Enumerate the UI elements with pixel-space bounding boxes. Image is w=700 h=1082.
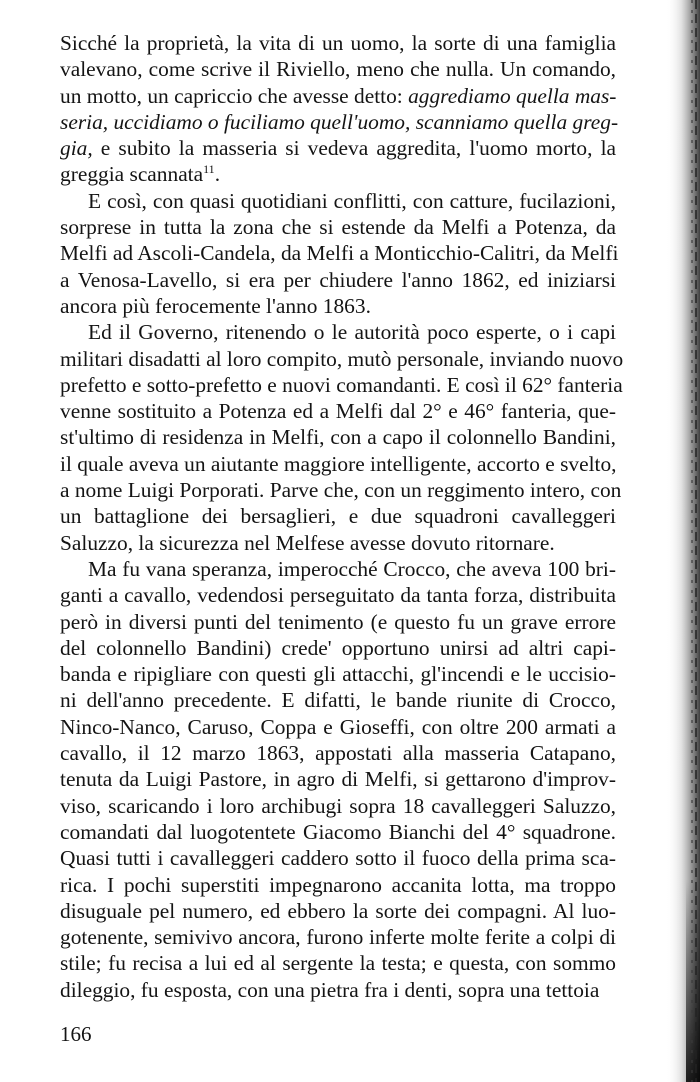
text-line — [60, 346, 624, 372]
text-run: sorprese in tutta la zona che si estende da Melfi a Potenza, da — [60, 215, 616, 240]
text-run: il quale aveva un aiutante maggiore intelligente, accorto e svelto, — [60, 451, 617, 476]
text-line — [60, 793, 616, 819]
text-line — [60, 898, 616, 924]
text-line — [60, 161, 616, 187]
text-line — [60, 819, 616, 845]
text-run: Ed il Governo, ritenendo o le autorità poco esperte, o i capi — [88, 320, 616, 345]
binding-edge-shadow — [666, 0, 700, 1082]
text-line — [60, 766, 616, 792]
text-run: però in diversi punti del tenimento (e questo fu un grave errore — [60, 609, 616, 634]
text-line — [60, 556, 616, 582]
text-run: valevano, come scrive il Riviello, meno che nulla. Un comando, — [60, 57, 616, 82]
text-run: Melfi ad Ascoli-Candela, da Melfi a Monticchio-Calitri, da Melfi — [60, 241, 619, 266]
text-run: st'ultimo di residenza in Melfi, con a capo il colonnello Bandini, — [60, 425, 616, 450]
text-line — [60, 214, 616, 240]
text-line — [60, 740, 616, 766]
text-line — [60, 319, 616, 345]
text-line — [60, 293, 616, 319]
text-line — [60, 267, 616, 293]
page-body — [60, 30, 624, 1003]
text-line — [60, 135, 616, 161]
text-run: venne sostituito a Potenza ed a Melfi dal 2° e 46° fanteria, que- — [60, 399, 616, 424]
text-run: ni dell'anno precedente. E difatti, le bande riunite di Crocco, — [60, 688, 616, 713]
text-line — [60, 977, 616, 1003]
paragraph — [60, 319, 624, 556]
text-run: un motto, un capriccio che avesse detto: — [60, 83, 409, 108]
text-run: dileggio, fu esposta, con una pietra fra i denti, sopra una tettoia — [60, 977, 600, 1002]
text-line — [60, 661, 616, 687]
paragraph — [60, 188, 619, 319]
text-run: E così, con quasi quotidiani conflitti, con catture, fucilazioni, — [88, 188, 616, 213]
text-run: seria, uccidiamo o fuciliamo quell'uomo, scanniamo quella greg- — [60, 109, 619, 134]
footnote-marker: 11 — [203, 162, 215, 177]
text-line — [60, 240, 619, 266]
text-run: ancora più ferocemente l'anno 1863. — [60, 293, 371, 318]
text-line — [60, 687, 616, 713]
text-line — [60, 609, 616, 635]
text-run: Quasi tutti i cavalleggeri caddero sotto il fuoco della prima sca- — [60, 846, 616, 871]
text-run: banda e ripigliare con questi gli attacchi, gl'incendi e le uccisio- — [60, 662, 616, 687]
text-line — [60, 451, 616, 477]
text-run: tenuta da Luigi Pastore, in agro di Melfi, si gettarono d'improv- — [60, 767, 616, 792]
text-run: e subito la masseria si vedeva aggredita, l'uomo morto, la — [92, 136, 616, 161]
text-run: Ma fu vana speranza, imperocché Crocco, che aveva 100 bri- — [88, 556, 616, 581]
text-run: a Venosa-Lavello, si era per chiudere l'anno 1862, ed iniziarsi — [60, 267, 616, 292]
text-line — [60, 635, 616, 661]
text-run: Sicché la proprietà, la vita di un uomo, la sorte di una famiglia — [60, 31, 616, 55]
text-line — [60, 530, 616, 556]
text-run: greggia scannata — [60, 162, 204, 187]
text-line — [60, 924, 616, 950]
text-run: comandati dal luogotentete Giacomo Bianchi del 4° squadrone. — [60, 819, 616, 844]
text-line — [60, 872, 616, 898]
text-line — [60, 56, 616, 82]
text-run: militari disadatti al loro compito, mutò personale, inviando nuovo — [60, 346, 624, 371]
paragraph — [60, 556, 616, 1003]
text-run: ganti a cavallo, vedendosi perseguitato da tanta forza, distribuita — [60, 583, 616, 608]
text-line — [60, 582, 616, 608]
text-run: aggrediamo quella mas- — [408, 83, 617, 108]
text-run: disuguale pel numero, ed ebbero la sorte dei compagni. Al luo- — [60, 898, 616, 923]
text-line — [60, 477, 622, 503]
paragraph — [60, 30, 619, 188]
text-line — [60, 845, 616, 871]
text-run: prefetto e sotto-prefetto e nuovi comandanti. E così il 62° fanteria — [60, 372, 623, 397]
text-run: Ninco-Nanco, Caruso, Coppa e Gioseffi, con oltre 200 armati a — [60, 714, 616, 739]
text-run: rica. I pochi superstiti impegnarono accanita lotta, ma troppo — [60, 872, 616, 897]
text-run: gotenente, semivivo ancora, furono inferte molte ferite a colpi di — [60, 925, 616, 950]
text-line — [60, 950, 616, 976]
text-run: Saluzzo, la sicurezza nel Melfese avesse dovuto ritornare. — [60, 530, 555, 555]
text-run: gia, — [60, 136, 93, 161]
text-run: . — [214, 162, 221, 187]
text-line — [60, 372, 623, 398]
text-run: un battaglione dei bersaglieri, e due squadroni cavalleggeri — [60, 504, 616, 529]
text-line — [60, 188, 616, 214]
page-number: 166 — [60, 1022, 92, 1046]
text-line — [60, 424, 616, 450]
text-line — [60, 398, 616, 424]
text-line — [60, 109, 619, 135]
text-run: del colonnello Bandini) crede' opportuno unirsi ad altri capi- — [60, 635, 616, 660]
text-line — [60, 30, 616, 56]
text-run: viso, scaricando i loro archibugi sopra 18 cavalleggeri Saluzzo, — [60, 793, 616, 818]
text-run: a nome Luigi Porporati. Parve che, con un reggimento intero, con — [60, 478, 622, 503]
text-line — [60, 714, 616, 740]
text-line — [60, 503, 616, 529]
text-line — [60, 83, 616, 109]
text-run: cavallo, il 12 marzo 1863, appostati alla masseria Catapano, — [60, 741, 616, 766]
text-run: stile; fu recisa a lui ed al sergente la testa; e questa, con sommo — [60, 951, 616, 976]
